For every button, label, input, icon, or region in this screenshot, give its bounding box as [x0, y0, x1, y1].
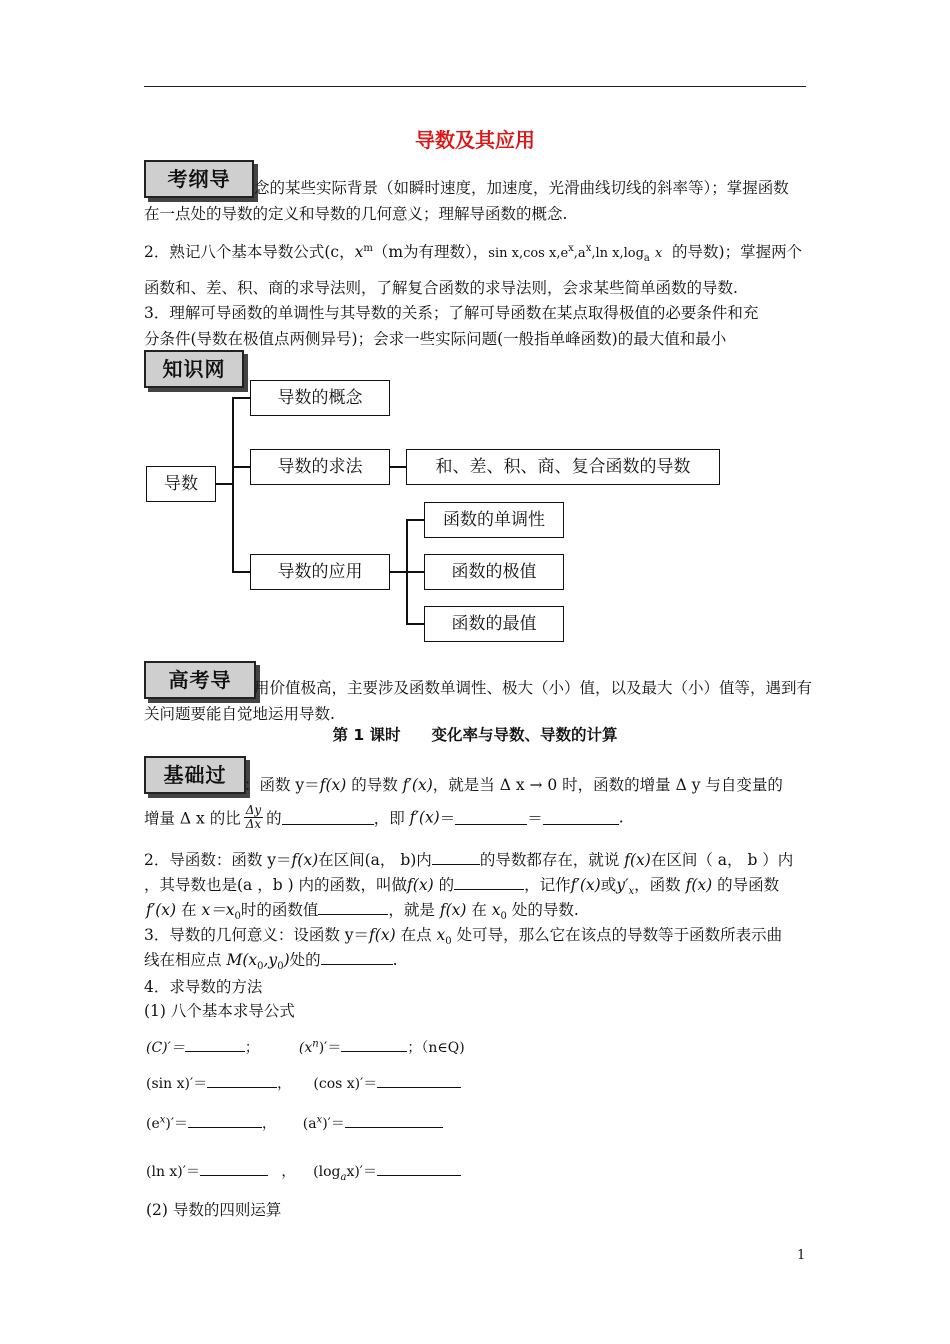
formula-c-sep: ；	[244, 1040, 259, 1056]
basics-p7a: 线在相应点	[144, 951, 222, 969]
basics-p6d: x	[436, 926, 446, 944]
basics-line-2	[144, 804, 624, 831]
basics-p4e: f′(x)	[570, 876, 601, 894]
kaogang-l3-a: ,a	[573, 246, 586, 261]
kaogang-l3-x: x	[354, 243, 364, 261]
blank-tangent-slope	[321, 950, 393, 965]
formula-log-open: (log	[313, 1164, 341, 1180]
basics-p4d: ，记作	[524, 876, 571, 894]
formula-log-a: a	[340, 1171, 347, 1183]
connector-app-trunk	[390, 571, 406, 573]
basics-p7c: 0	[257, 961, 264, 973]
kaogang-l3-ex: x	[568, 242, 574, 254]
tag-jichu: 基础过	[144, 756, 246, 794]
formula-xn-n: n	[312, 1038, 319, 1050]
basics-p3e: f(x)	[624, 851, 651, 869]
fraction-dy-dx	[244, 804, 263, 831]
formula-ex-close: )′＝	[165, 1116, 189, 1132]
connector-root	[216, 483, 233, 485]
formula-row-3	[146, 1113, 443, 1133]
basics-p2d: f′(x)	[409, 808, 440, 827]
kaogang-l3-m: m	[363, 242, 373, 254]
basics-p2f: ＝	[527, 809, 543, 828]
formula-row-2	[146, 1073, 461, 1093]
blank-cos	[377, 1073, 461, 1088]
basics-p1f: ，就是当 Δ x → 0 时，函数的增量 Δ y 与自变量的	[432, 776, 783, 794]
basics-p1c: (x)	[325, 776, 347, 794]
basics-p2c: ，即	[373, 809, 405, 828]
connector-maximum	[406, 623, 424, 625]
node-concept: 导数的概念	[250, 380, 390, 416]
blank-derived-function	[454, 875, 524, 890]
kaogang-l3-tail: 的导数)；掌握两个	[672, 243, 803, 261]
basics-p4j: f(x)	[685, 876, 713, 894]
formula-ex-open: (e	[146, 1116, 160, 1132]
basics-line-3	[144, 848, 793, 870]
kaogang-l3-base: a	[643, 253, 650, 265]
kaogang-line-3	[144, 240, 802, 264]
header-rule	[144, 86, 806, 87]
basics-p7h: .	[392, 951, 398, 969]
basics-p2g: .	[618, 808, 624, 827]
basics-p5b: 在	[181, 901, 197, 919]
basics-p1b: f	[319, 776, 326, 794]
basics-p5h: f(x)	[439, 901, 467, 919]
basics-p5j: x	[491, 901, 501, 919]
tag-gaokao: 高考导	[144, 661, 256, 699]
basics-p2e: ＝	[439, 809, 456, 828]
basics-p3a: 2．导函数：函数 y＝	[144, 851, 292, 869]
formula-ex-x: x	[159, 1114, 166, 1126]
basics-p5f: 时的函数值	[240, 901, 319, 919]
node-extremum: 函数的极值	[424, 554, 564, 590]
basics-p6c: 在点	[400, 926, 432, 944]
basics-p2a: 增量 Δ x 的比	[144, 809, 241, 828]
basics-p5d: ＝x	[210, 901, 235, 919]
blank-function-value	[318, 900, 388, 915]
connector-trunk	[232, 397, 234, 572]
page-title: 导数及其应用	[415, 128, 535, 152]
kaogang-line-4: 函数和、差、积、商的求导法则，了解复合函数的求导法则，会求某些简单函数的导数.	[144, 279, 738, 297]
basics-p3d: 的导数都存在，就说	[479, 851, 620, 869]
basics-p2b: 的	[266, 809, 282, 828]
blank-ex	[188, 1113, 262, 1128]
basics-p4k: 的导函数	[717, 876, 780, 894]
basics-line-1	[244, 773, 783, 795]
basics-p6f: 处可导，那么它在该点的导数等于函数所表示曲	[456, 926, 783, 944]
basics-p5g: ，就是	[388, 901, 435, 919]
basics-p5i: 在	[471, 901, 487, 919]
formula-cos: (cos x)′＝	[313, 1076, 378, 1092]
blank-ln	[200, 1161, 268, 1176]
formula-log-close: x)′＝	[346, 1164, 377, 1180]
basics-p1a: ：函数 y＝	[244, 776, 320, 794]
basics-line-7	[144, 948, 398, 972]
connector-rules	[232, 466, 250, 468]
basics-p7g: 处的	[289, 951, 321, 969]
basics-p5k: 0	[500, 911, 507, 923]
basics-p4h: x	[628, 886, 635, 898]
formula-xn-open: (x	[298, 1040, 313, 1056]
node-root: 导数	[146, 466, 216, 502]
blank-ratio	[282, 810, 374, 825]
fraction-denominator: Δx	[245, 817, 262, 831]
formula-ax-x: x	[316, 1114, 323, 1126]
formula-sin: (sin x)′＝	[146, 1076, 208, 1092]
gaokao-line-2: 关问题要能自觉地运用导数.	[144, 705, 335, 723]
tag-zhishi: 知识网	[144, 350, 244, 388]
blank-xn	[341, 1037, 407, 1052]
formula-ax-open: (a	[302, 1116, 317, 1132]
kaogang-l3-ln: ,ln x,log	[591, 246, 644, 261]
basics-p4f: 或	[600, 876, 617, 894]
page-number: 1	[797, 1248, 806, 1263]
kaogang-l3-ax: x	[585, 242, 592, 254]
basics-p4i: ，函数	[634, 876, 681, 894]
basics-p3b: f(x)	[291, 851, 319, 869]
basics-line-5	[146, 898, 579, 922]
connector-application	[232, 571, 250, 573]
node-maximum: 函数的最值	[424, 606, 564, 642]
basics-line-4	[144, 873, 779, 897]
basics-p6a: 3．导数的几何意义：设函数 y＝	[144, 926, 370, 944]
fraction-numerator: Δy	[245, 803, 262, 817]
basics-p7e: 0	[277, 961, 284, 973]
tag-kaogang: 考纲导	[144, 160, 254, 198]
basics-p5c: x	[201, 901, 211, 919]
basics-p4g: y′	[616, 876, 629, 894]
kaogang-line-1: 念的某些实际背景（如瞬时速度，加速度，光滑曲线切线的斜率等）；掌握函数	[254, 179, 789, 197]
basics-p1d: 的导数	[351, 776, 398, 794]
node-rules: 导数的求法	[250, 449, 390, 485]
lesson-title: 第 1 课时 变化率与导数、导数的计算	[332, 726, 618, 744]
gaokao-line-1: 用价值极高，主要涉及函数单调性、极大（小）值，以及最大（小）值等，遇到有	[254, 679, 813, 697]
basics-p7d: ,y	[263, 951, 278, 969]
basics-p6b: f(x)	[369, 926, 396, 944]
kaogang-l3-text: 2．熟记八个基本导数公式(c，	[144, 243, 355, 261]
basics-p6e: 0	[445, 936, 452, 948]
basics-p5a: f′(x)	[146, 901, 177, 919]
basics-p4c: 的	[438, 876, 455, 894]
basics-line-8: 4．求导数的方法	[144, 978, 263, 996]
blank-log	[377, 1161, 461, 1176]
blank-derivative-1	[455, 810, 527, 825]
connector-monotonic	[406, 519, 424, 521]
basics-p4a: ，其导数也是(a ，b ) 内的函数，叫做	[144, 876, 408, 894]
basics-p5e: 0	[234, 911, 241, 923]
connector-rules-detail	[390, 466, 406, 468]
connector-extremum	[406, 571, 424, 573]
formula-c: (C)′＝	[146, 1040, 185, 1056]
blank-interval	[432, 850, 480, 865]
kaogang-l3-funcs: sin x,cos x,e	[488, 246, 569, 261]
formula-ln-sep: ，	[281, 1164, 296, 1180]
node-rules-detail: 和、差、积、商、复合函数的导数	[406, 449, 720, 485]
kaogang-line-6: 分条件(导数在极值点两侧异号)；会求一些实际问题(一般指单峰函数)的最大值和最小	[144, 330, 727, 348]
kaogang-line-2: 在一点处的导数的定义和导数的几何意义；理解导函数的概念.	[144, 205, 568, 223]
formula-xn-cond: ；（n∈Q)	[407, 1040, 465, 1056]
blank-c	[185, 1037, 245, 1052]
basics-p5l: 处的导数.	[511, 901, 579, 919]
node-monotonic: 函数的单调性	[424, 502, 564, 538]
kaogang-line-5: 3．理解可导函数的单调性与其导数的关系；了解可导函数在某点取得极值的必要条件和充	[144, 304, 759, 322]
basics-p3f: 在区间（ a， b ）内	[650, 851, 794, 869]
basics-p3c: 在区间(a， b)内	[318, 851, 432, 869]
basics-line-10: (2) 导数的四则运算	[146, 1201, 282, 1219]
basics-p1e: f′(x)	[402, 776, 433, 794]
formula-ex-sep: ，	[262, 1116, 277, 1132]
formula-sin-sep: ，	[277, 1076, 292, 1092]
basics-p7b: M(x	[226, 951, 258, 969]
basics-p4b: f(x)	[407, 876, 434, 894]
formula-ln: (ln x)′＝	[146, 1164, 200, 1180]
formula-row-4	[146, 1161, 461, 1183]
formula-ax-close: )′＝	[322, 1116, 345, 1132]
node-application: 导数的应用	[250, 554, 390, 590]
formula-xn-close: )′＝	[318, 1040, 342, 1056]
formula-row-1	[146, 1037, 465, 1057]
connector-concept	[232, 397, 250, 399]
kaogang-l3-logx: x	[654, 246, 663, 261]
blank-sin	[207, 1073, 277, 1088]
basics-line-9: (1) 八个基本求导公式	[144, 1002, 295, 1020]
blank-ax	[345, 1113, 443, 1128]
kaogang-l3-rational: （m为有理数），	[372, 243, 489, 261]
basics-line-6	[144, 923, 782, 947]
blank-derivative-2	[543, 810, 619, 825]
basics-p7f: )	[283, 951, 290, 969]
